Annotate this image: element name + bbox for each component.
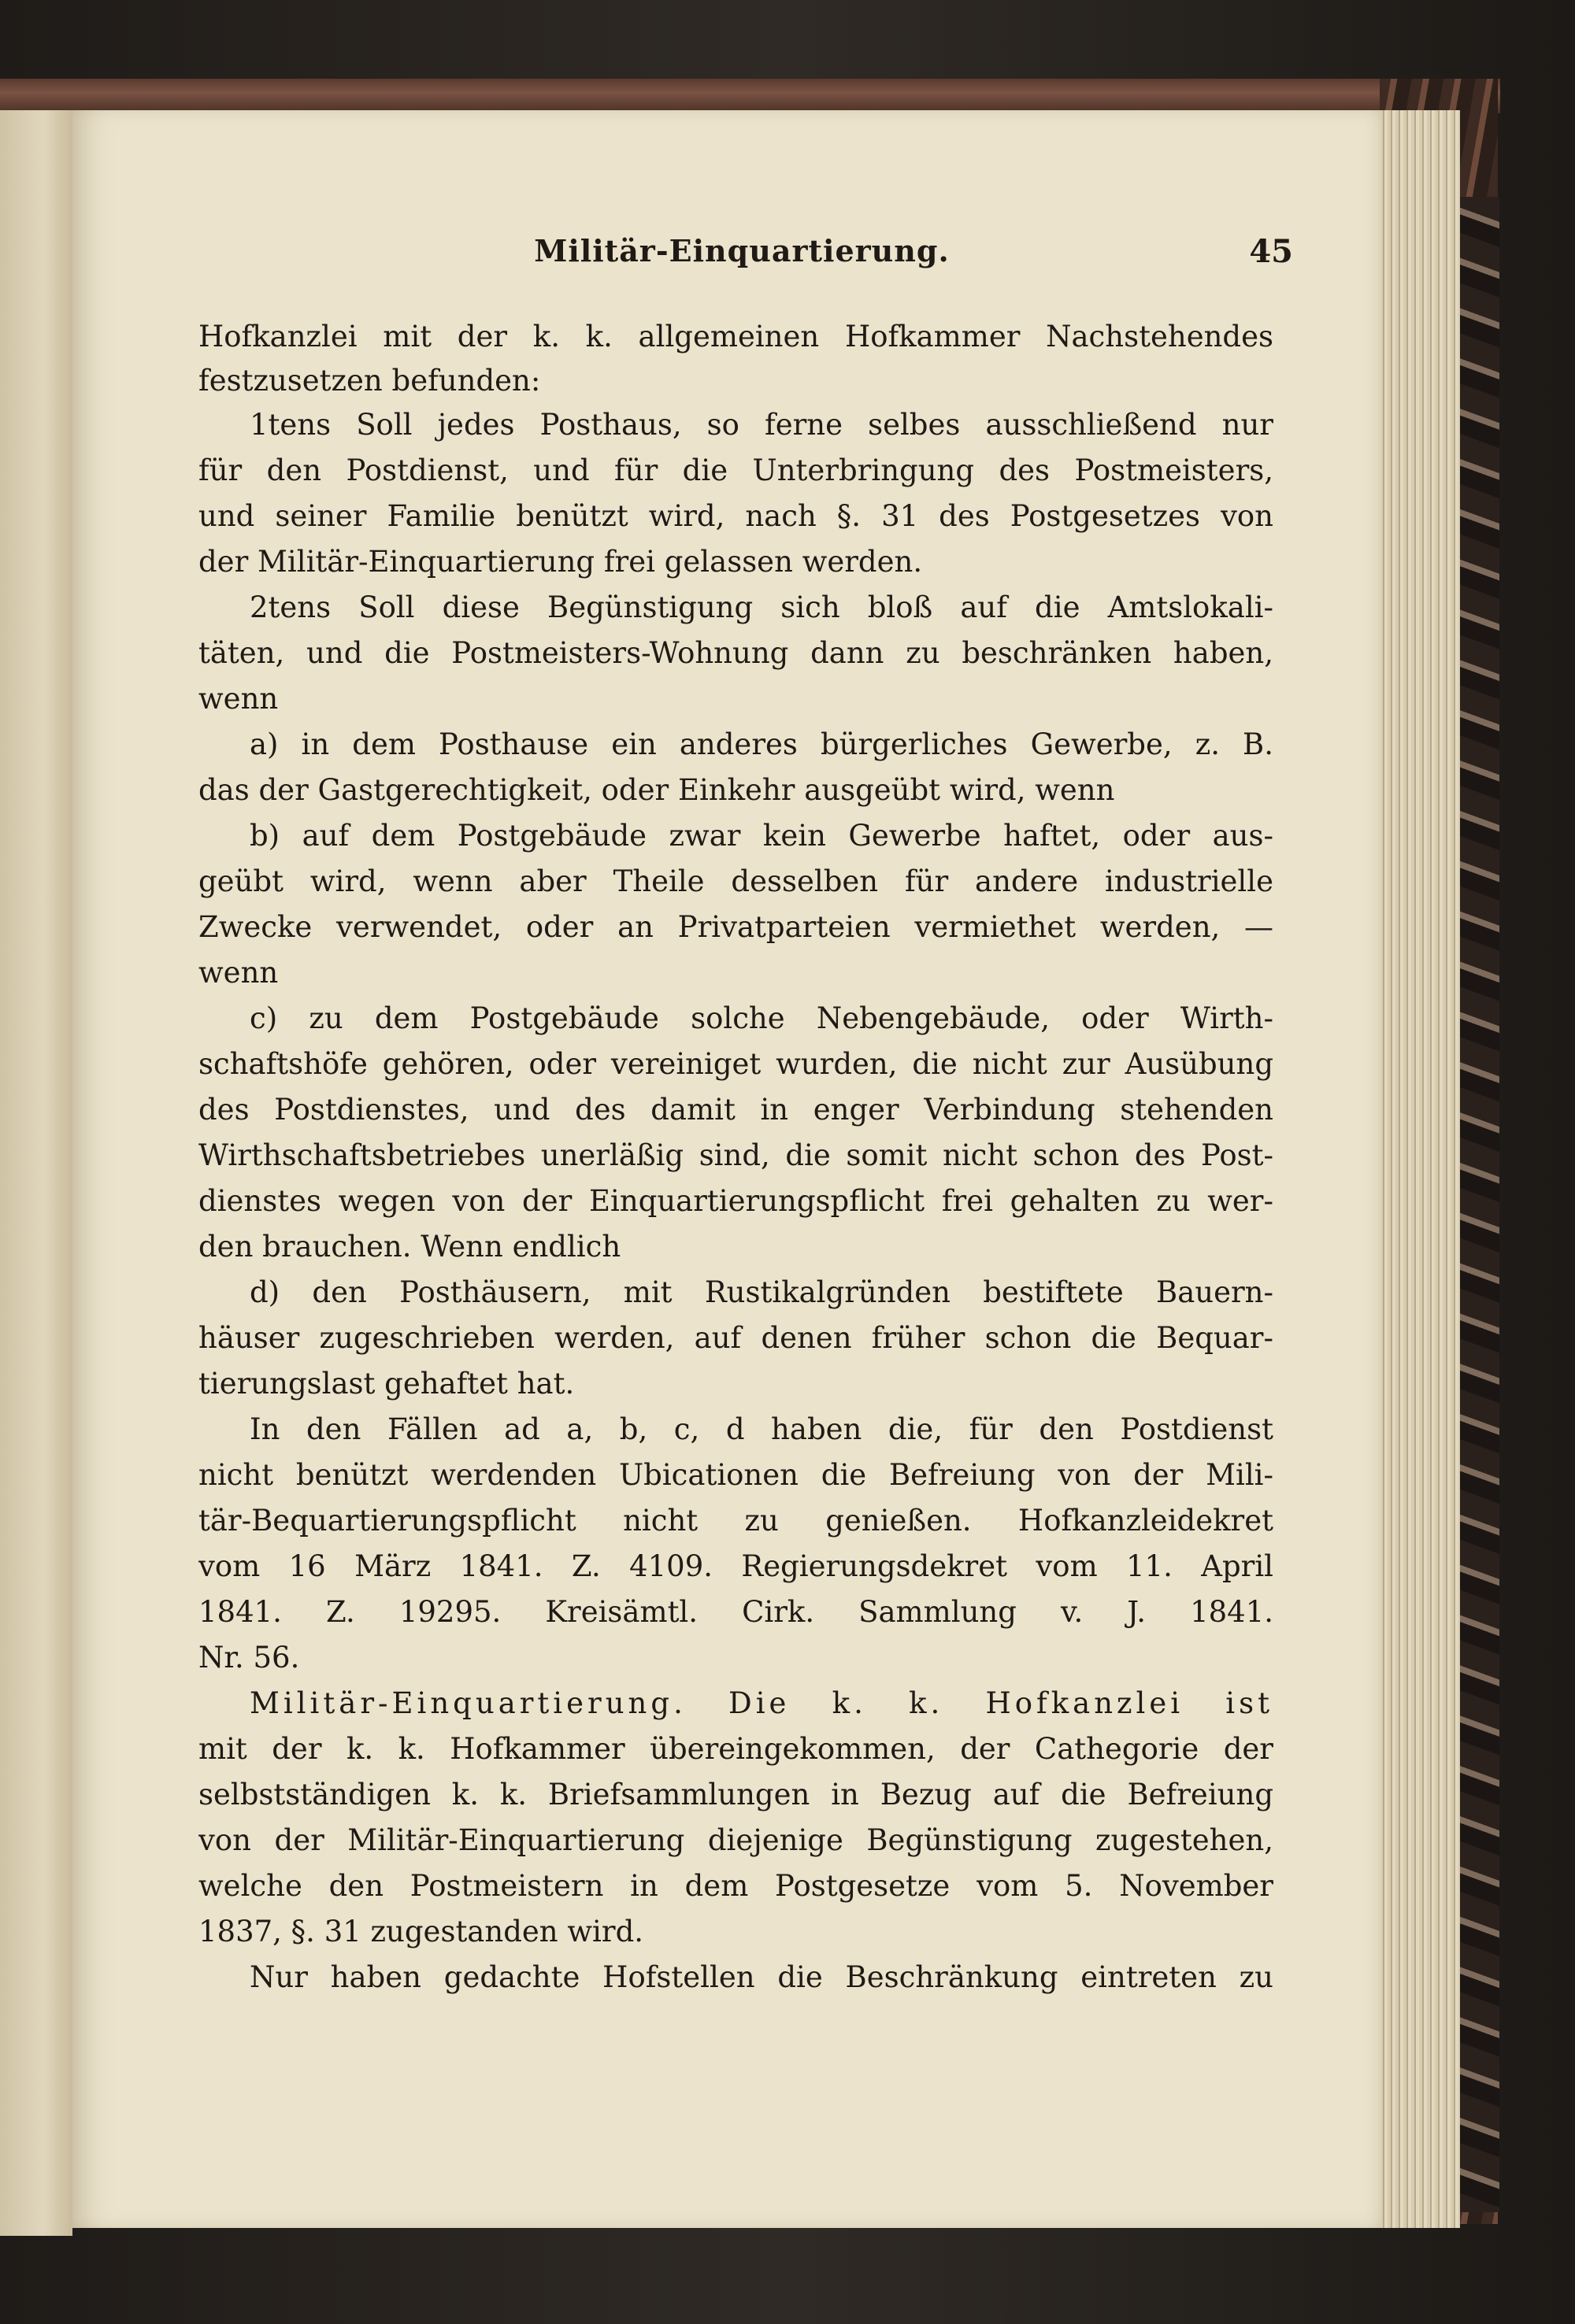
page-number: 45	[1249, 233, 1293, 270]
text-line: Nur haben gedachte Hofstellen die Beschränkung eintreten zu	[250, 1960, 1273, 1994]
text-line: schaftshöfe gehören, oder vereiniget wurden, die nicht zur Ausübung	[198, 1047, 1273, 1081]
page-stack-edge	[1380, 110, 1460, 2228]
book-cover-top-edge	[0, 79, 1500, 113]
text-line: wenn	[198, 956, 279, 990]
text-line: 2tens Soll diese Begünstigung sich bloß auf die Amtslokali-	[250, 590, 1273, 624]
text-line: von der Militär-Einquartierung diejenige Begünstigung zugestehen,	[198, 1823, 1273, 1857]
text-line: dienstes wegen von der Einquartierungspflicht frei gehalten zu wer-	[198, 1184, 1273, 1218]
text-line: tierungslast gehaftet hat.	[198, 1367, 575, 1401]
text-line: selbstständigen k. k. Briefsammlungen in Bezug auf die Befreiung	[198, 1778, 1273, 1811]
text-line: täten, und die Postmeisters-Wohnung dann zu beschränken haben,	[198, 636, 1273, 670]
text-line: vom 16 März 1841. Z. 4109. Regierungsdekret vom 11. April	[198, 1549, 1273, 1583]
text-line: häuser zugeschrieben werden, auf denen früher schon die Bequar-	[198, 1321, 1273, 1355]
text-line: Zwecke verwendet, oder an Privatparteien vermiethet werden, —	[198, 910, 1273, 944]
text-line: des Postdienstes, und des damit in enger Verbindung stehenden	[198, 1093, 1273, 1127]
text-line: c) zu dem Postgebäude solche Nebengebäude, oder Wirth-	[250, 1001, 1273, 1035]
text-line: d) den Posthäusern, mit Rustikalgründen bestiftete Bauern-	[250, 1275, 1273, 1309]
text-line: geübt wird, wenn aber Theile desselben für andere industrielle	[198, 864, 1273, 898]
book-binding-edge	[1458, 197, 1499, 2212]
text-line: Nr. 56.	[198, 1641, 300, 1675]
text-line: das der Gastgerechtigkeit, oder Einkehr ausgeübt wird, wenn	[198, 773, 1115, 807]
text-line: 1tens Soll jedes Posthaus, so ferne selbes ausschließend nur	[250, 408, 1273, 442]
text-line: b) auf dem Postgebäude zwar kein Gewerbe haftet, oder aus-	[250, 819, 1273, 853]
text-line: Militär-Einquartierung. Die k. k. Hofkanzlei ist	[250, 1686, 1273, 1720]
text-line: welche den Postmeistern in dem Postgesetze vom 5. November	[198, 1869, 1273, 1903]
text-line: festzusetzen befunden:	[198, 364, 541, 398]
text-line: In den Fällen ad a, b, c, d haben die, für den Postdienst	[250, 1412, 1273, 1446]
text-line: 1837, §. 31 zugestanden wird.	[198, 1915, 644, 1948]
text-line: Wirthschaftsbetriebes unerläßig sind, die somit nicht schon des Post-	[198, 1138, 1273, 1172]
previous-page-edge	[0, 110, 72, 2236]
text-line: a) in dem Posthause ein anderes bürgerliches Gewerbe, z. B.	[250, 727, 1273, 761]
text-line: nicht benützt werdenden Ubicationen die Befreiung von der Mili-	[198, 1458, 1273, 1492]
text-line: den brauchen. Wenn endlich	[198, 1230, 621, 1264]
running-head	[191, 233, 1293, 280]
text-line: tär-Bequartierungspflicht nicht zu genießen. Hofkanzleidekret	[198, 1504, 1273, 1538]
text-line: mit der k. k. Hofkammer übereingekommen, der Cathegorie der	[198, 1732, 1273, 1766]
text-line: wenn	[198, 682, 279, 716]
text-line: der Militär-Einquartierung frei gelassen werden.	[198, 545, 923, 579]
text-line: und seiner Familie benützt wird, nach §. 31 des Postgesetzes von	[198, 499, 1273, 533]
text-line: Hofkanzlei mit der k. k. allgemeinen Hofkammer Nachstehendes	[198, 320, 1273, 353]
text-line: 1841. Z. 19295. Kreisämtl. Cirk. Sammlung v. J. 1841.	[198, 1595, 1273, 1629]
text-line: für den Postdienst, und für die Unterbringung des Postmeisters,	[198, 453, 1273, 487]
running-head-title: Militär-Einquartierung.	[534, 233, 950, 268]
book-page	[72, 110, 1381, 2228]
